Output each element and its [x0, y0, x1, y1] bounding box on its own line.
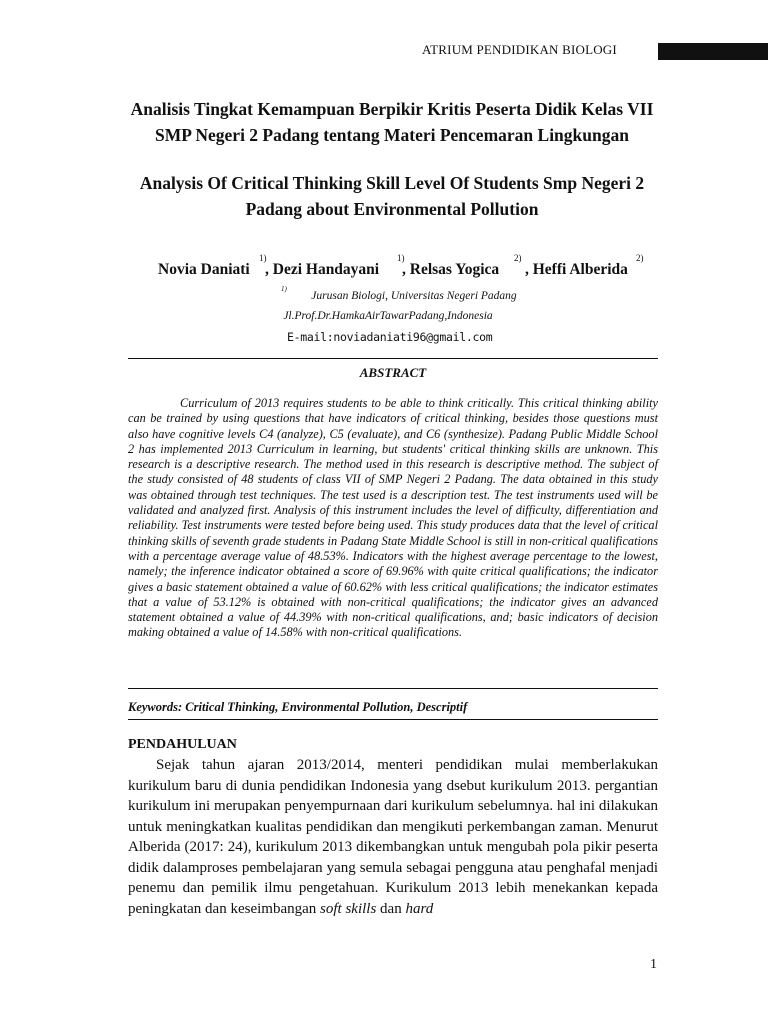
body-text-main: Sejak tahun ajaran 2013/2014, menteri pendidikan mulai memberlakukan kurikulum baru di dunia pendidikan Indonesia yang dsebut kurikulum 2013. pergantian kurikulum ini merupakan penyempurnaan dari kurikulum sebelumnya. hal ini dilakukan untuk meningkatkan kualitas pendidikan dan mengikuti perkembangan zaman. Menurut Alberida (2017: 24), kurikulum 2013 dikembangkan untuk mengubah pola pikir peserta didik dalamproses pembelajaran yang semula sebagai pengguna atau penghafal menjadi penemu dan pemilik ilmu pengetahuan. Kurikulum 2013 lebih menekankan kepada peningkatan dan keseimbangan [128, 757, 658, 917]
title-indonesian: Analisis Tingkat Kemampuan Berpikir Kritis Peserta Didik Kelas VII SMP Negeri 2 Padang tentang Materi Pencemaran Lingkungan [130, 99, 654, 145]
abstract-body: Curriculum of 2013 requires students to be able to think critically. This critical thinking ability can be trained by using questions that have indicators of critical thinking, besides those questions must also have cognitive levels C4 (analyze), C5 (evaluate), and C6 (synthesize). Padang Public Middle School 2 has implemented 2013 Curriculum in learning, but students' critical thinking skills are unknown. This research is a descriptive research. The method used in this research is descriptive method. The subject of the study consisted of 48 students of class VII of SMP Negeri 2 Padang. The data obtained in this study was obtained through test techniques. The test used is a description test. The test instruments used will be validated and analyzed first. Analysis of this instrument includes the level of difficulty, differentiation and reliability. Test instruments were tested before being used. This study produces data that the level of critical thinking skills of seventh grade students in Padang State Middle School is still in non-critical qualifications with a percentage average value of 48.53%. Indicators with the highest average percentage to the lowest, namely; the inference indicator obtained a score of 69.96% with quite critical qualifications; the indicator gives a basic statement obtained a value of 60.62% with less critical qualifications; the indicator estimates that a value of 53.12% is obtained with non-critical qualifications; the indicator gives an advanced statement obtained a value of 44.39% with non-critical qualifications, and; basic indicators of decision making obtained a value of 14.58% with non-critical qualifications. [128, 396, 658, 640]
body-text-connector: dan [376, 900, 406, 917]
author-affiliation-mark: 2) [514, 253, 522, 263]
affiliation-department: Jurusan Biologi, Universitas Negeri Padang [311, 290, 517, 302]
section-heading: PENDAHULUAN [128, 737, 237, 752]
author-name: , Relsas Yogica [402, 261, 500, 278]
author-affiliation-mark: 2) [636, 253, 644, 263]
section-body [128, 755, 658, 919]
author-list [110, 253, 670, 285]
author-name: Novia Daniati [158, 261, 250, 278]
author-affiliation-mark: 1) [259, 253, 267, 263]
divider [128, 358, 658, 359]
body-emphasis: soft skills [320, 900, 377, 917]
divider [128, 719, 658, 720]
author-affiliation-mark: 1) [397, 253, 405, 263]
author-email: E-mail:noviadaniati96@gmail.com [287, 330, 493, 344]
divider [128, 688, 658, 689]
affiliation-address: Jl.Prof.Dr.HamkaAirTawarPadang,Indonesia [283, 310, 493, 322]
body-emphasis: hard [405, 900, 434, 917]
title-english: Analysis Of Critical Thinking Skill Level Of Students Smp Negeri 2 Padang about Environmental Pollution [139, 173, 645, 219]
affiliation-mark: 1) [281, 285, 287, 293]
header-bar [658, 43, 768, 60]
page-number: 1 [650, 957, 657, 972]
author-name: , Dezi Handayani [265, 261, 380, 278]
author-name: , Heffi Alberida [525, 261, 628, 278]
keywords: Keywords: Critical Thinking, Environmental Pollution, Descriptif [128, 700, 468, 714]
running-head: ATRIUM PENDIDIKAN BIOLOGI [422, 42, 617, 57]
abstract-heading: ABSTRACT [359, 365, 427, 380]
